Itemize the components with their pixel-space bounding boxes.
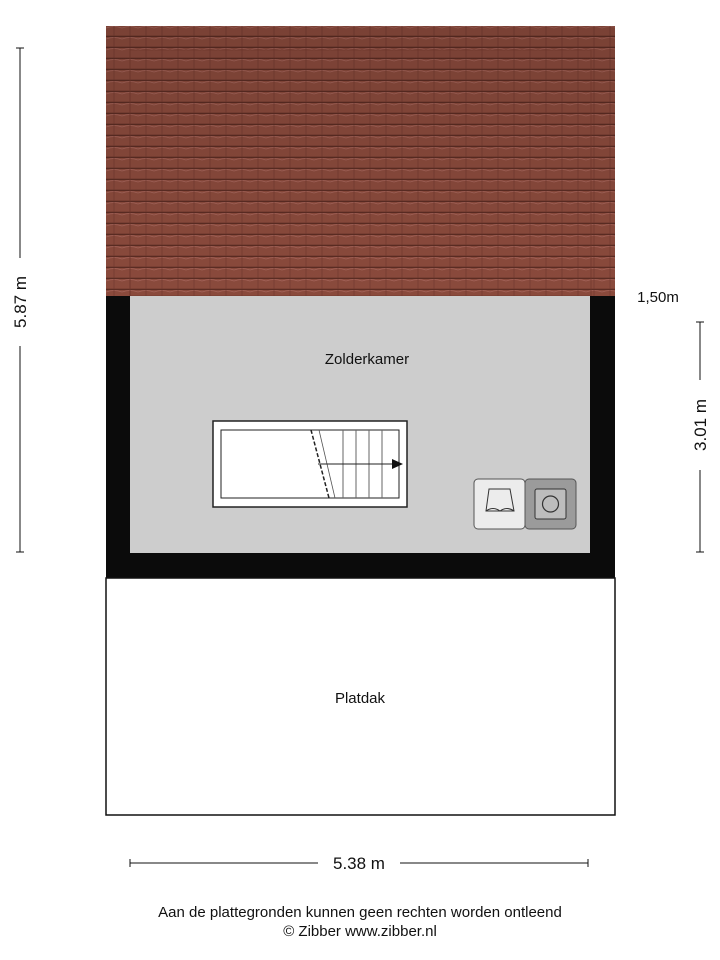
room-label-zolderkamer: Zolderkamer — [324, 351, 410, 368]
room-label-platdak: Platdak — [334, 690, 386, 707]
footer-copyright: © Zibber www.zibber.nl — [283, 923, 437, 940]
dimension-knee-height: 1,50m — [637, 289, 679, 306]
washing-machine-icon — [474, 479, 525, 529]
footer-disclaimer: Aan de plattegronden kunnen geen rechten worden ontleend — [158, 904, 562, 921]
dryer-icon — [525, 479, 576, 529]
roof-tiles — [106, 26, 615, 296]
dimension-height-total: 5.87 m — [11, 276, 30, 328]
dimension-width: 5.38 m — [333, 854, 385, 873]
dimension-height-room: 3.01 m — [691, 399, 710, 451]
staircase — [213, 421, 407, 507]
